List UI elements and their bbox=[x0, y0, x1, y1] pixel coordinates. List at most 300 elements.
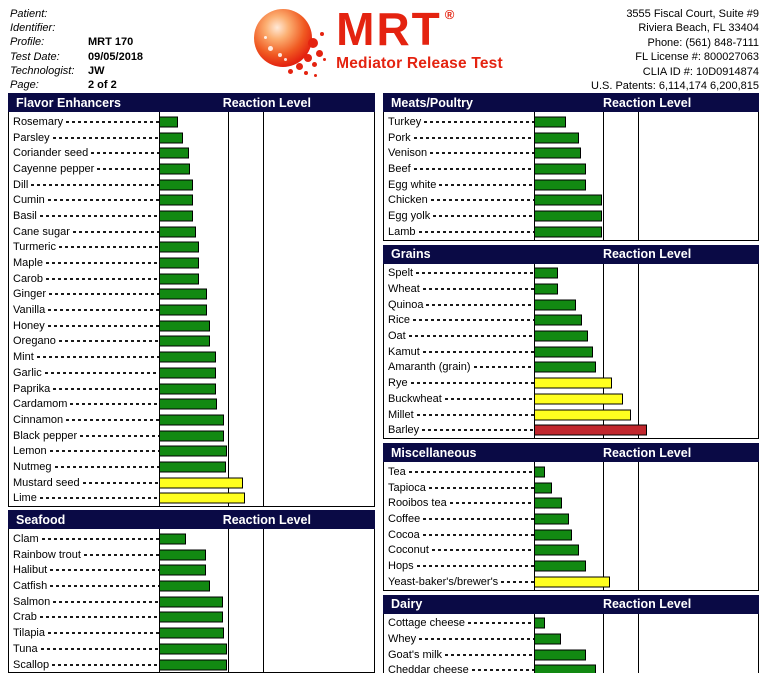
dotted-leader bbox=[430, 152, 534, 154]
food-name: Oregano bbox=[13, 335, 56, 348]
food-label-area bbox=[9, 271, 159, 287]
logo-splatter-dot bbox=[304, 54, 312, 62]
food-item-row bbox=[384, 464, 758, 480]
food-item-row bbox=[384, 224, 758, 240]
food-label-area bbox=[9, 334, 159, 350]
food-name: Goat's milk bbox=[388, 648, 443, 661]
food-label-area bbox=[384, 266, 534, 282]
reaction-bar-green bbox=[159, 336, 210, 347]
address-line: 3555 Fiscal Court, Suite #9 bbox=[626, 8, 759, 20]
food-item-row bbox=[384, 114, 758, 130]
food-item-row bbox=[384, 574, 758, 590]
dotted-leader bbox=[59, 340, 159, 342]
dotted-leader bbox=[53, 601, 159, 603]
reaction-bar-green bbox=[534, 649, 586, 660]
food-name: Cocoa bbox=[388, 528, 420, 541]
food-item-row bbox=[9, 531, 374, 547]
reaction-bar-green bbox=[534, 315, 582, 326]
food-item-row bbox=[384, 527, 758, 543]
reaction-bar-green bbox=[159, 612, 223, 623]
food-label-area bbox=[9, 563, 159, 579]
dotted-leader bbox=[419, 231, 534, 233]
address-line: FL License #: 800027063 bbox=[635, 51, 759, 64]
dotted-leader bbox=[450, 502, 534, 504]
food-name: Cinnamon bbox=[13, 413, 64, 426]
dotted-leader bbox=[414, 137, 534, 139]
reaction-bar-green bbox=[534, 331, 588, 342]
food-item-row bbox=[9, 130, 374, 146]
logo-splatter-dot bbox=[316, 50, 323, 57]
dotted-leader bbox=[83, 482, 159, 484]
logo-text-block bbox=[336, 3, 503, 73]
food-item-row bbox=[9, 459, 374, 475]
reaction-bar-green bbox=[534, 284, 558, 295]
dotted-leader bbox=[423, 518, 534, 520]
food-item-row bbox=[9, 177, 374, 193]
food-name: Basil bbox=[13, 209, 37, 222]
logo-splatter-dot bbox=[312, 62, 317, 67]
reaction-bar-green bbox=[159, 383, 216, 394]
field-label: Page: bbox=[10, 79, 39, 92]
reaction-bar-green bbox=[534, 618, 545, 629]
dotted-leader bbox=[431, 199, 534, 201]
food-name: Chicken bbox=[388, 194, 428, 207]
food-item-row bbox=[9, 302, 374, 318]
dotted-leader bbox=[50, 450, 159, 452]
food-name: Cardamom bbox=[13, 398, 68, 411]
food-name: Maple bbox=[13, 257, 43, 270]
dotted-leader bbox=[474, 366, 534, 368]
address-line: Phone: (561) 848-7111 bbox=[647, 36, 759, 49]
reaction-bar-green bbox=[159, 258, 199, 269]
section-body bbox=[383, 264, 759, 440]
reaction-bar-green bbox=[159, 289, 207, 300]
reaction-bar-yellow bbox=[534, 576, 610, 587]
food-name: Egg yolk bbox=[388, 209, 431, 222]
mrt-logo bbox=[250, 3, 507, 93]
food-label-area bbox=[9, 459, 159, 475]
food-name: Tapioca bbox=[388, 481, 426, 494]
food-label-area bbox=[9, 255, 159, 271]
food-label-area bbox=[384, 616, 534, 632]
dotted-leader bbox=[445, 654, 534, 656]
dotted-leader bbox=[414, 168, 534, 170]
food-item-row bbox=[384, 130, 758, 146]
dotted-leader bbox=[423, 534, 534, 536]
food-label-area bbox=[9, 657, 159, 673]
food-item-row bbox=[384, 375, 758, 391]
dotted-leader bbox=[433, 215, 534, 217]
patient-info-row bbox=[10, 78, 250, 92]
food-item-row bbox=[9, 594, 374, 610]
reaction-bar-green bbox=[534, 116, 566, 127]
dotted-leader bbox=[409, 335, 534, 337]
dotted-leader bbox=[432, 549, 534, 551]
food-name: Crab bbox=[13, 611, 37, 624]
food-label-area bbox=[384, 480, 534, 496]
food-item-row bbox=[384, 266, 758, 282]
food-name: Mustard seed bbox=[13, 476, 80, 489]
food-label-area bbox=[384, 313, 534, 329]
dotted-leader bbox=[501, 581, 534, 583]
section-seafood bbox=[8, 510, 375, 673]
food-label-area bbox=[9, 145, 159, 161]
reaction-bar-green bbox=[159, 195, 193, 206]
field-label: Patient: bbox=[10, 8, 48, 20]
food-name: Venison bbox=[388, 147, 428, 160]
food-name: Kamut bbox=[388, 345, 420, 358]
reaction-bar-green bbox=[159, 581, 210, 592]
food-name: Hops bbox=[388, 560, 414, 573]
field-label: Profile: bbox=[10, 36, 45, 49]
dotted-leader bbox=[42, 538, 159, 540]
section-body bbox=[383, 112, 759, 241]
reaction-bar-green bbox=[159, 132, 183, 143]
patient-info-row bbox=[10, 21, 250, 35]
food-label-area bbox=[384, 375, 534, 391]
reaction-bar-yellow bbox=[534, 409, 631, 420]
food-item-row bbox=[384, 407, 758, 423]
dotted-leader bbox=[91, 152, 159, 154]
reaction-bar-green bbox=[159, 430, 224, 441]
food-label-area bbox=[9, 381, 159, 397]
dotted-leader bbox=[48, 199, 159, 201]
food-name: Ginger bbox=[13, 288, 47, 301]
food-label-area bbox=[384, 422, 534, 438]
reaction-bar-red bbox=[534, 425, 647, 436]
food-label-area bbox=[9, 396, 159, 412]
food-item-row bbox=[384, 360, 758, 376]
food-name: Buckwheat bbox=[388, 392, 442, 405]
food-label-area bbox=[384, 558, 534, 574]
food-item-row bbox=[384, 192, 758, 208]
food-label-area bbox=[384, 464, 534, 480]
dotted-leader bbox=[417, 414, 534, 416]
dotted-leader bbox=[411, 382, 534, 384]
address-line: U.S. Patents: 6,114,174 6,200,815 bbox=[591, 80, 759, 93]
food-item-row bbox=[9, 287, 374, 303]
food-item-row bbox=[384, 480, 758, 496]
section-body bbox=[383, 462, 759, 591]
dotted-leader bbox=[46, 262, 159, 264]
section-title: Miscellaneous bbox=[391, 445, 477, 460]
address-line: Riviera Beach, FL 33404 bbox=[638, 22, 759, 35]
food-item-row bbox=[9, 208, 374, 224]
food-item-row bbox=[9, 443, 374, 459]
food-item-row bbox=[384, 422, 758, 438]
food-item-row bbox=[384, 161, 758, 177]
dotted-leader bbox=[66, 419, 159, 421]
food-name: Vanilla bbox=[13, 304, 46, 317]
food-item-row bbox=[9, 641, 374, 657]
reaction-bar-green bbox=[159, 367, 216, 378]
section-miscellaneous bbox=[383, 443, 759, 591]
dotted-leader bbox=[80, 435, 159, 437]
logo-splatter-dot bbox=[323, 58, 326, 61]
food-name: Millet bbox=[388, 408, 414, 421]
food-label-area bbox=[384, 344, 534, 360]
dotted-leader bbox=[424, 121, 534, 123]
reaction-bar-green bbox=[159, 226, 196, 237]
dotted-leader bbox=[416, 272, 534, 274]
reaction-level-label: Reaction Level bbox=[602, 95, 692, 110]
dotted-leader bbox=[70, 403, 159, 405]
food-label-area bbox=[9, 177, 159, 193]
reaction-bar-green bbox=[159, 628, 224, 639]
dotted-leader bbox=[37, 356, 159, 358]
reaction-bar-yellow bbox=[159, 493, 245, 504]
food-item-row bbox=[384, 495, 758, 511]
mrt-logo-ball-icon bbox=[254, 8, 328, 80]
section-header bbox=[8, 510, 375, 529]
food-name: Halibut bbox=[13, 564, 48, 577]
food-item-row bbox=[9, 657, 374, 673]
food-item-row bbox=[384, 663, 758, 673]
food-item-row bbox=[384, 558, 758, 574]
dotted-leader bbox=[445, 398, 534, 400]
food-label-area bbox=[384, 130, 534, 146]
food-label-area bbox=[384, 281, 534, 297]
food-label-area bbox=[384, 161, 534, 177]
dotted-leader bbox=[45, 372, 159, 374]
food-label-area bbox=[384, 192, 534, 208]
report-header bbox=[0, 0, 767, 93]
patient-info-row bbox=[10, 35, 250, 49]
reaction-bar-green bbox=[534, 148, 581, 159]
reaction-bar-green bbox=[534, 362, 596, 373]
dotted-leader bbox=[468, 622, 534, 624]
dotted-leader bbox=[423, 351, 534, 353]
food-name: Coffee bbox=[388, 512, 421, 525]
food-item-row bbox=[9, 240, 374, 256]
reaction-bar-green bbox=[159, 643, 227, 654]
section-meats-poultry bbox=[383, 93, 759, 241]
reaction-bar-green bbox=[534, 210, 602, 221]
logo-splatter-dot bbox=[314, 74, 317, 77]
food-name: Mint bbox=[13, 351, 34, 364]
food-item-row bbox=[9, 365, 374, 381]
field-value: 2 of 2 bbox=[88, 79, 117, 92]
dotted-leader bbox=[41, 648, 159, 650]
reaction-level-label: Reaction Level bbox=[602, 247, 692, 261]
food-label-area bbox=[9, 349, 159, 365]
dotted-leader bbox=[439, 184, 534, 186]
section-flavor-enhancers bbox=[8, 93, 375, 507]
reaction-bar-green bbox=[534, 299, 576, 310]
food-name: Pork bbox=[388, 131, 411, 144]
food-item-row bbox=[384, 177, 758, 193]
food-label-area bbox=[9, 365, 159, 381]
food-label-area bbox=[384, 663, 534, 673]
reaction-bar-green bbox=[159, 399, 217, 410]
dotted-leader bbox=[73, 231, 159, 233]
food-name: Oat bbox=[388, 330, 406, 343]
section-header bbox=[383, 93, 759, 112]
food-item-row bbox=[9, 334, 374, 350]
food-label-area bbox=[384, 360, 534, 376]
food-item-row bbox=[384, 511, 758, 527]
food-label-area bbox=[9, 531, 159, 547]
right-column bbox=[383, 93, 759, 673]
food-item-row bbox=[9, 318, 374, 334]
food-name: Cumin bbox=[13, 194, 45, 207]
field-value: 09/05/2018 bbox=[88, 50, 144, 63]
reaction-bar-green bbox=[534, 268, 558, 279]
food-label-area bbox=[384, 208, 534, 224]
reaction-level-label: Reaction Level bbox=[602, 597, 692, 612]
reaction-bar-green bbox=[159, 320, 210, 331]
food-item-row bbox=[384, 631, 758, 647]
food-item-row bbox=[9, 563, 374, 579]
food-item-row bbox=[384, 313, 758, 329]
left-column bbox=[8, 93, 375, 673]
food-label-area bbox=[9, 114, 159, 130]
section-body bbox=[8, 529, 375, 673]
reaction-level-label: Reaction Level bbox=[222, 512, 311, 527]
food-name: Cane sugar bbox=[13, 225, 70, 238]
dotted-leader bbox=[49, 293, 159, 295]
food-item-row bbox=[9, 547, 374, 563]
patient-info-block bbox=[10, 6, 250, 93]
dotted-leader bbox=[40, 616, 159, 618]
food-name: Coconut bbox=[388, 544, 429, 557]
dotted-leader bbox=[84, 554, 159, 556]
food-name: Parsley bbox=[13, 131, 50, 144]
food-label-area bbox=[9, 224, 159, 240]
food-name: Amaranth (grain) bbox=[388, 361, 471, 374]
food-label-area bbox=[9, 547, 159, 563]
reaction-bar-green bbox=[534, 179, 586, 190]
food-label-area bbox=[9, 641, 159, 657]
section-title: Meats/Poultry bbox=[391, 95, 473, 110]
food-label-area bbox=[9, 428, 159, 444]
reaction-bar-green bbox=[159, 596, 223, 607]
food-name: Rooibos tea bbox=[388, 497, 447, 510]
food-label-area bbox=[9, 594, 159, 610]
section-title: Flavor Enhancers bbox=[16, 95, 121, 110]
reaction-level-label: Reaction Level bbox=[222, 95, 311, 110]
food-item-row bbox=[384, 344, 758, 360]
address-line: CLIA ID #: 10D0914874 bbox=[642, 65, 759, 78]
section-title: Seafood bbox=[16, 512, 66, 527]
food-label-area bbox=[9, 208, 159, 224]
reaction-bar-green bbox=[534, 132, 579, 143]
reaction-bar-green bbox=[159, 534, 186, 545]
food-name: Scallop bbox=[13, 658, 50, 671]
food-item-row bbox=[384, 208, 758, 224]
reaction-bar-green bbox=[534, 545, 579, 556]
food-label-area bbox=[384, 145, 534, 161]
dotted-leader bbox=[66, 121, 159, 123]
section-title: Grains bbox=[391, 247, 431, 261]
section-body bbox=[383, 614, 759, 673]
food-item-row bbox=[9, 381, 374, 397]
reaction-bar-green bbox=[159, 446, 227, 457]
food-label-area bbox=[9, 443, 159, 459]
food-item-row bbox=[9, 412, 374, 428]
field-value: JW bbox=[88, 64, 105, 77]
food-name: Garlic bbox=[13, 366, 42, 379]
reaction-bar-green bbox=[159, 352, 216, 363]
reaction-bar-green bbox=[159, 414, 224, 425]
section-header bbox=[8, 93, 375, 112]
food-label-area bbox=[9, 287, 159, 303]
dotted-leader bbox=[53, 388, 159, 390]
dotted-leader bbox=[59, 246, 159, 248]
reaction-bar-green bbox=[159, 461, 226, 472]
food-name: Rye bbox=[388, 377, 408, 390]
food-name: Tilapia bbox=[13, 627, 45, 640]
reaction-bar-yellow bbox=[534, 378, 612, 389]
reaction-bar-green bbox=[534, 346, 593, 357]
food-label-area bbox=[9, 302, 159, 318]
food-label-area bbox=[9, 475, 159, 491]
food-name: Egg white bbox=[388, 178, 437, 191]
food-label-area bbox=[384, 631, 534, 647]
food-item-row bbox=[9, 271, 374, 287]
food-name: Quinoa bbox=[388, 298, 424, 311]
results-area bbox=[0, 93, 767, 673]
food-name: Lamb bbox=[388, 225, 416, 238]
patient-info-row bbox=[10, 64, 250, 78]
reaction-bar-green bbox=[159, 305, 207, 316]
section-dairy bbox=[383, 595, 759, 673]
food-name: Paprika bbox=[13, 382, 51, 395]
food-item-row bbox=[9, 224, 374, 240]
dotted-leader bbox=[55, 466, 159, 468]
food-label-area bbox=[384, 391, 534, 407]
dotted-leader bbox=[40, 497, 159, 499]
food-item-row bbox=[9, 610, 374, 626]
food-name: Salmon bbox=[13, 595, 51, 608]
dotted-leader bbox=[472, 669, 534, 671]
food-name: Lemon bbox=[13, 445, 47, 458]
reaction-bar-green bbox=[159, 565, 206, 576]
food-name: Carob bbox=[13, 272, 43, 285]
food-item-row bbox=[384, 145, 758, 161]
food-label-area bbox=[9, 412, 159, 428]
food-label-area bbox=[384, 647, 534, 663]
dotted-leader bbox=[48, 309, 159, 311]
food-item-row bbox=[384, 297, 758, 313]
food-name: Black pepper bbox=[13, 429, 78, 442]
dotted-leader bbox=[50, 569, 159, 571]
dotted-leader bbox=[97, 168, 159, 170]
food-item-row bbox=[9, 114, 374, 130]
food-name: Cottage cheese bbox=[388, 617, 466, 630]
food-label-area bbox=[9, 610, 159, 626]
reaction-bar-green bbox=[159, 210, 193, 221]
food-name: Cayenne pepper bbox=[13, 162, 95, 175]
reaction-bar-green bbox=[534, 634, 561, 645]
food-label-area bbox=[384, 527, 534, 543]
food-label-area bbox=[9, 192, 159, 208]
food-name: Tea bbox=[388, 465, 406, 478]
food-label-area bbox=[384, 297, 534, 313]
logo-splatter-dot bbox=[296, 63, 303, 70]
dotted-leader bbox=[413, 319, 534, 321]
patient-info-row bbox=[10, 50, 250, 64]
food-item-row bbox=[384, 391, 758, 407]
dotted-leader bbox=[409, 471, 534, 473]
reaction-bar-green bbox=[534, 665, 596, 673]
food-name: Rosemary bbox=[13, 115, 64, 128]
food-item-row bbox=[9, 255, 374, 271]
food-item-row bbox=[384, 328, 758, 344]
patient-info-row bbox=[10, 7, 250, 21]
food-item-row bbox=[9, 192, 374, 208]
food-name: Whey bbox=[388, 633, 417, 646]
